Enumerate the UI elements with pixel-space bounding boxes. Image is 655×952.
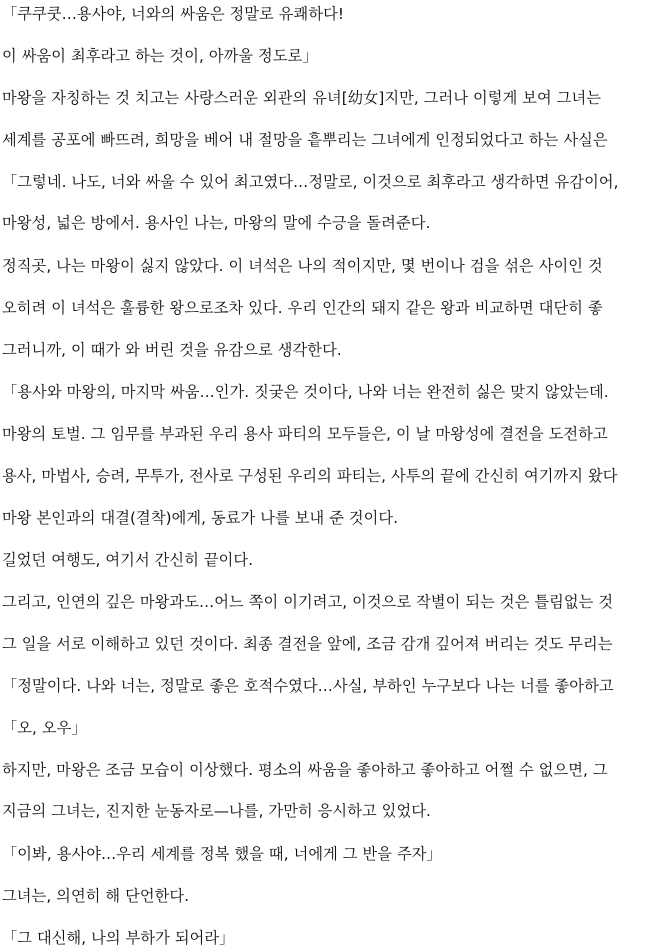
- text-line: 그 일을 서로 이해하고 있던 것이다. 최종 결전을 앞에, 조금 감개 깊어져 버리는 것도 무리는: [2, 635, 613, 653]
- text-line: 길었던 여행도, 여기서 간신히 끝이다.: [2, 551, 254, 569]
- text-line: 그러니까, 이 때가 와 버린 것을 유감으로 생각한다.: [2, 341, 342, 359]
- text-line: 하지만, 마왕은 조금 모습이 이상했다. 평소의 싸움을 좋아하고 좋아하고 어쩔 수 없으면, 그: [2, 761, 608, 779]
- text-line: 「오, 오우」: [2, 719, 87, 737]
- text-line: 마왕 본인과의 대결(결착)에게, 동료가 나를 보내 준 것이다.: [2, 509, 399, 527]
- text-line: 지금의 그녀는, 진지한 눈동자로—나를, 가만히 응시하고 있었다.: [2, 802, 431, 820]
- text-line: 그리고, 인연의 깊은 마왕과도…어느 쪽이 이기려고, 이것으로 작별이 되는 것은 틀림없는 것: [2, 593, 614, 611]
- text-line: 그녀는, 의연히 해 단언한다.: [2, 887, 190, 905]
- text-line: 용사, 마법사, 승려, 무투가, 전사로 구성된 우리의 파티는, 사투의 끝에 간신히 여기까지 왔다: [2, 467, 618, 485]
- text-line: 「이봐, 용사야…우리 세계를 정복 했을 때, 너에게 그 반을 주자」: [2, 845, 442, 863]
- text-line: 정직곳, 나는 마왕이 싫지 않았다. 이 녀석은 나의 적이지만, 몇 번이나 검을 섞은 사이인 것: [2, 257, 603, 275]
- text-line: 이 싸움이 최후라고 하는 것이, 아까울 정도로」: [2, 47, 318, 65]
- text-line: 「정말이다. 나와 너는, 정말로 좋은 호적수였다…사실, 부하인 누구보다 나는 너를 좋아하고: [2, 677, 614, 695]
- text-line: 「쿠쿠쿳…용사야, 너와의 싸움은 정말로 유쾌하다!: [2, 5, 345, 23]
- text-line: 마왕의 토벌. 그 임무를 부과된 우리 용사 파티의 모두들은, 이 날 마왕성에 결전을 도전하고: [2, 425, 608, 443]
- text-line: 마왕을 자칭하는 것 치고는 사랑스러운 외관의 유녀[幼女]지만, 그러나 이렇게 보여 그녀는: [2, 89, 602, 107]
- text-line: 마왕성, 넓은 방에서. 용사인 나는, 마왕의 말에 수긍을 돌려준다.: [2, 214, 431, 232]
- text-line: 「용사와 마왕의, 마지막 싸움…인가. 짓궂은 것이다, 나와 너는 완전히 싫은 맞지 않았는데.: [2, 383, 609, 401]
- text-line: 「그 대신해, 나의 부하가 되어라」: [2, 929, 235, 947]
- text-line: 세계를 공포에 빠뜨려, 희망을 베어 내 절망을 흩뿌리는 그녀에게 인정되었다고 하는 사실은: [2, 131, 608, 149]
- text-line: 오히려 이 녀석은 훌륭한 왕으로조차 있다. 우리 인간의 돼지 같은 왕과 비교하면 대단히 좋: [2, 299, 603, 317]
- text-line: 「그렇네. 나도, 너와 싸울 수 있어 최고였다…정말로, 이것으로 최후라고 생각하면 유감이어,: [2, 173, 619, 191]
